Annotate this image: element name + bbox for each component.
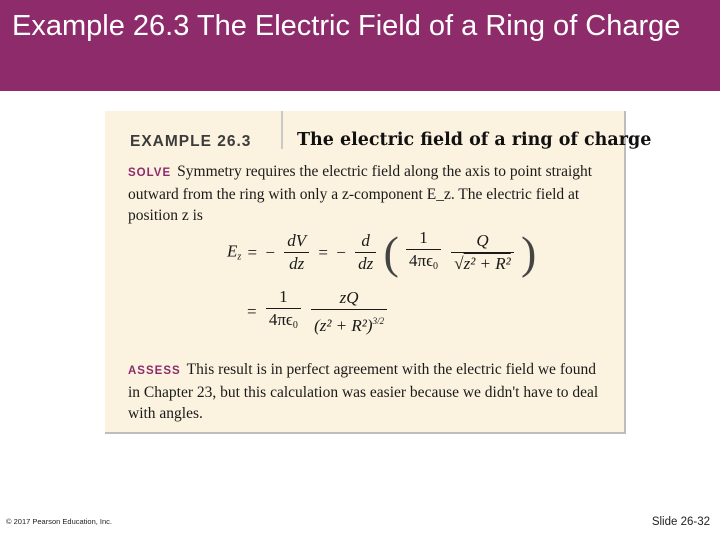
example-title: The electric field of a ring of charge [297,130,652,150]
solve-text: Symmetry requires the electric field along the axis to point straight outward from the ring with only a z-component E_z. The electric field at position z is [128,163,593,224]
eq2-zq: zQ [311,287,387,310]
assess-paragraph [128,359,608,424]
eq-d-dz [355,230,376,275]
solve-label: SOLVE [128,167,172,179]
assess-text: This result is in perfect agreement with the electric field we found in Chapter 23, but this calculation was easier because we didn't have to deal with angles. [128,361,599,422]
solve-paragraph [128,161,608,226]
eq-one: 1 [406,227,441,250]
slide-number: Slide 26-32 [651,516,710,528]
eq-lhs: E [227,241,238,261]
eq2-four-pi-eps [266,309,301,337]
eq2-equals: = [247,301,257,321]
eq-dz: dz [289,254,305,273]
eq-sqrt-inner: z² + R² [463,254,511,273]
eq2-den-text: (z² + R²) [314,315,373,335]
eq2-coulomb-const [266,286,301,337]
example-divider [281,111,283,149]
eq-dz-2: dz [358,254,374,273]
eq-sqrt: √z² + R² [454,254,511,273]
eq-dv: dV [284,230,309,253]
eq-q: Q [451,230,514,253]
eq2-one: 1 [266,286,301,309]
example-panel [105,111,652,434]
assess-label: ASSESS [128,365,181,377]
example-label: EXAMPLE 26.3 [130,133,252,150]
eq-minus: − [265,242,275,262]
eq-four-pi-eps-text: 4πϵ [409,251,433,270]
eq-four-pi-eps [406,250,441,278]
eq-dv-dz [284,230,309,275]
equation-line-2 [245,286,390,337]
eq-q-over-sqrt [451,230,514,275]
copyright-footer: © 2017 Pearson Education, Inc. [6,517,113,526]
eq-eps-sub: 0 [432,261,438,272]
eq2-four-pi-eps-text: 4πϵ [268,310,293,329]
equation-line-1 [227,227,536,278]
title-bar [0,0,720,91]
eq2-eps-sub: 0 [292,320,298,331]
eq2-den [311,310,387,337]
eq-minus-2: − [336,242,346,262]
eq-equals: = [247,242,258,262]
eq-lhs-sub: z [237,251,242,263]
eq-paren-close: ) [521,226,537,278]
eq-d: d [355,230,376,253]
eq-coulomb-const [406,227,441,278]
eq-equals-2: = [318,242,328,262]
eq2-main-frac [311,287,387,337]
slide-title: Example 26.3 The Electric Field of a Ring of Charge [12,10,681,42]
eq-paren-open: ( [383,226,399,278]
eq2-exp: 3/2 [372,315,385,326]
